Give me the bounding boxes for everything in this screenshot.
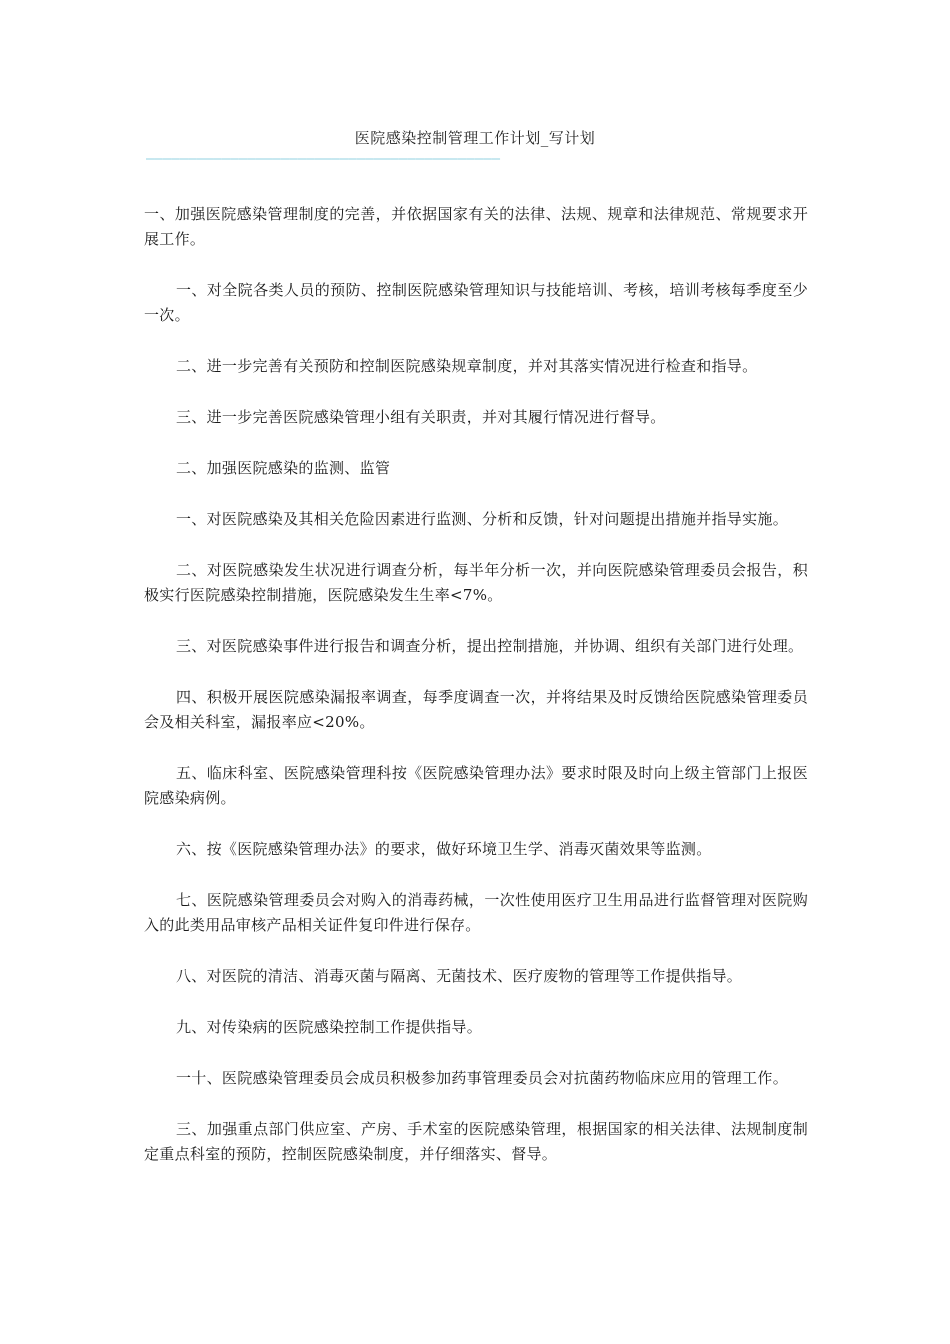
document-paragraph: 三、加强重点部门供应室、产房、手术室的医院感染管理，根据国家的相关法律、法规制度制定重点科室的预防，控制医院感染制度，并仔细落实、督导。 — [144, 1120, 808, 1163]
title-divider: —————————————————————————————————————————— — [146, 151, 501, 167]
document-paragraph: 二、加强医院感染的监测、监管 — [176, 459, 391, 477]
document-paragraph: 六、按《医院感染管理办法》的要求，做好环境卫生学、消毒灭菌效果等监测。 — [176, 840, 712, 858]
document-paragraph: 一十、医院感染管理委员会成员积极参加药事管理委员会对抗菌药物临床应用的管理工作。 — [176, 1069, 789, 1087]
document-paragraph: 八、对医院的清洁、消毒灭菌与隔离、无菌技术、医疗废物的管理等工作提供指导。 — [176, 967, 743, 985]
document-paragraph: 九、对传染病的医院感染控制工作提供指导。 — [176, 1018, 483, 1036]
document-paragraph: 一、对全院各类人员的预防、控制医院感染管理知识与技能培训、考核，培训考核每季度至少一次。 — [144, 281, 808, 324]
document-paragraph: 二、进一步完善有关预防和控制医院感染规章制度，并对其落实情况进行检查和指导。 — [176, 357, 758, 375]
document-paragraph: 一、对医院感染及其相关危险因素进行监测、分析和反馈，针对问题提出措施并指导实施。 — [176, 510, 789, 528]
document-paragraph: 三、进一步完善医院感染管理小组有关职责，并对其履行情况进行督导。 — [176, 408, 666, 426]
document-body — [144, 202, 808, 1193]
document-paragraph: 七、医院感染管理委员会对购入的消毒药械，一次性使用医疗卫生用品进行监督管理对医院购入的此类用品审核产品相关证件复印件进行保存。 — [144, 891, 808, 934]
document-paragraph: 三、对医院感染事件进行报告和调查分析，提出控制措施，并协调、组织有关部门进行处理。 — [176, 637, 804, 655]
document-paragraph: 四、积极开展医院感染漏报率调查，每季度调查一次，并将结果及时反馈给医院感染管理委员会及相关科室，漏报率应<20%。 — [144, 688, 808, 731]
document-paragraph: 一、加强医院感染管理制度的完善，并依据国家有关的法律、法规、规章和法律规范、常规要求开展工作。 — [144, 205, 808, 248]
document-paragraph: 二、对医院感染发生状况进行调查分析，每半年分析一次，并向医院感染管理委员会报告，积极实行医院感染控制措施，医院感染发生生率<7%。 — [144, 561, 808, 604]
document-paragraph: 五、临床科室、医院感染管理科按《医院感染管理办法》要求时限及时向上级主管部门上报医院感染病例。 — [144, 764, 808, 807]
document-title: 医院感染控制管理工作计划_写计划 — [354, 129, 596, 147]
